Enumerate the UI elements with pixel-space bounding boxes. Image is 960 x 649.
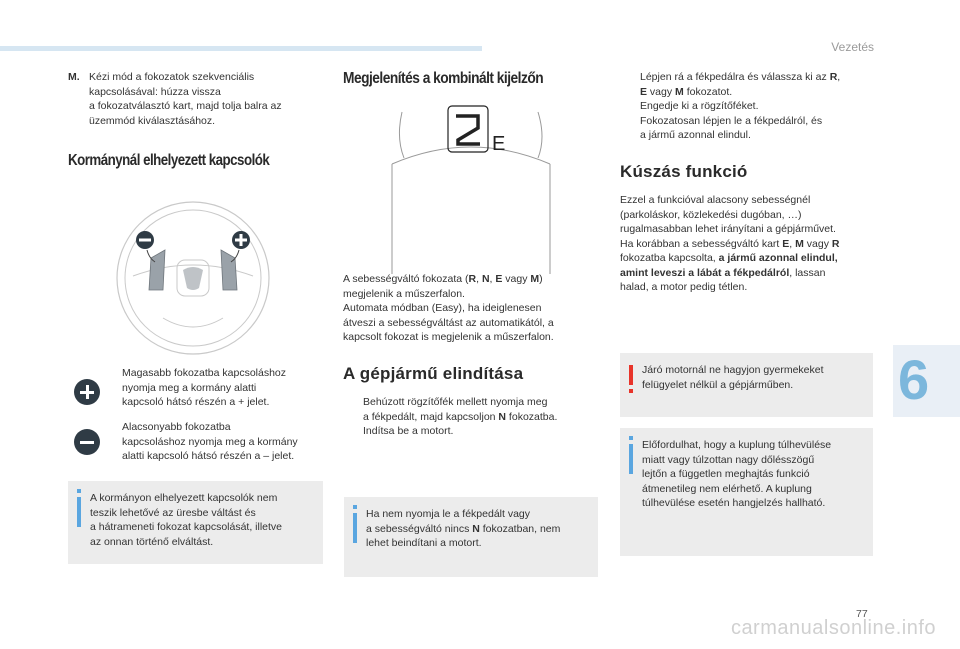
chapter-number: 6 <box>898 348 930 411</box>
manual-mode-item: M. Kézi mód a fokozatok szekvenciális kapcsolásával: húzza vissza a fokozatválasztó kart, majd tolja balra az üzemmód kiválasztásához. <box>68 71 282 127</box>
header-bar <box>0 46 482 51</box>
starting-heading: A gépjármű elindítása <box>343 363 524 383</box>
start-note-box: Ha nem nyomja le a fékpedált vagy a sebességváltó nincs N fokozatban, nem lehet beindítani a motort. <box>344 497 598 577</box>
plus-icon <box>74 379 100 405</box>
moving-off-steps: Lépjen rá a fékpedálra és válassza ki az R, E vagy M fokozatot. Engedje ki a rögzítőféket. Fokozatosan lépjen le a fékpedálról, és a jármű azonnal elindul. <box>640 71 841 141</box>
clutch-note-box: Előfordulhat, hogy a kuplung túlhevülése miatt vagy túlzottan nagy dőlésszögű lejtőn a független meghajtás funkció átmenetileg nem elérhető. A kuplung túlhevülése esetén hangjelzés hallható. <box>620 428 873 556</box>
warning-icon <box>629 365 633 385</box>
page-number: 77 <box>856 608 868 620</box>
display-gear-indicator: E <box>492 133 506 155</box>
column-2 <box>343 66 599 87</box>
section-title: Vezetés <box>831 40 874 54</box>
steering-note-box: A kormányon elhelyezett kapcsolók nem teszik lehetővé az üresbe váltást és a hátrameneti fokozat kapcsolását, illetve az onnan történő elváltást. <box>68 481 323 564</box>
manual-mode-key: M. <box>68 71 80 83</box>
instrument-display-illustration <box>388 98 554 274</box>
minus-icon <box>74 429 100 455</box>
info-icon <box>629 436 633 440</box>
starting-steps: Behúzott rögzítőfék mellett nyomja meg a fékpedált, majd kapcsoljon N fokozatba. Indítsa be a motort. <box>343 395 599 439</box>
bullet-marker <box>343 395 363 410</box>
steering-paddles-heading: Kormánynál elhelyezett kapcsolók <box>68 152 270 169</box>
column-3 <box>620 66 874 295</box>
watermark: carmanualsonline.info <box>730 617 936 639</box>
display-description: A sebességváltó fokozata (R, N, E vagy M) megjelenik a műszerfalon. Automata módban (Easy), ha ideiglenesen átveszi a sebességváltást az automatikától, a kapcsolt fokozat is megjelenik a műszerfalon. A gépjármű elindítása Behúzott rögzítőfék mellett nyomja meg a fékpedált, majd kapcsoljon N fokozatba. Indítsa be a motort. <box>343 272 599 439</box>
warning-note-box: Járó motornál ne hagyjon gyermekeket felügyelet nélkül a gépjárműben. <box>620 353 873 417</box>
steering-wheel-illustration <box>113 198 273 358</box>
downshift-text: Alacsonyabb fokozatba kapcsoláshoz nyomja meg a kormány alatti kapcsoló hátsó részén a – jelet. <box>122 421 298 462</box>
creep-heading: Kúszás funkció <box>620 161 748 181</box>
creep-paragraph: Ezzel a funkcióval alacsony sebességnél (parkoláskor, közlekedési dugóban, …) rugalmasabban lehet irányítani a gépjárművet. Ha korábban a sebességváltó kart E, M vagy R fokozatba kapcsolta, a jármű azonnal elindul, amint leveszi a lábát a fékpedálról, lassan halad, a motor pedig tétlen. <box>620 194 840 293</box>
column-1 <box>68 66 324 169</box>
info-icon <box>353 505 357 509</box>
upshift-text: Magasabb fokozatba kapcsoláshoz nyomja meg a kormány alatti kapcsoló hátsó részén a + jelet. <box>122 367 287 408</box>
info-icon <box>77 489 81 493</box>
display-heading: Megjelenítés a kombinált kijelzőn <box>343 70 544 87</box>
